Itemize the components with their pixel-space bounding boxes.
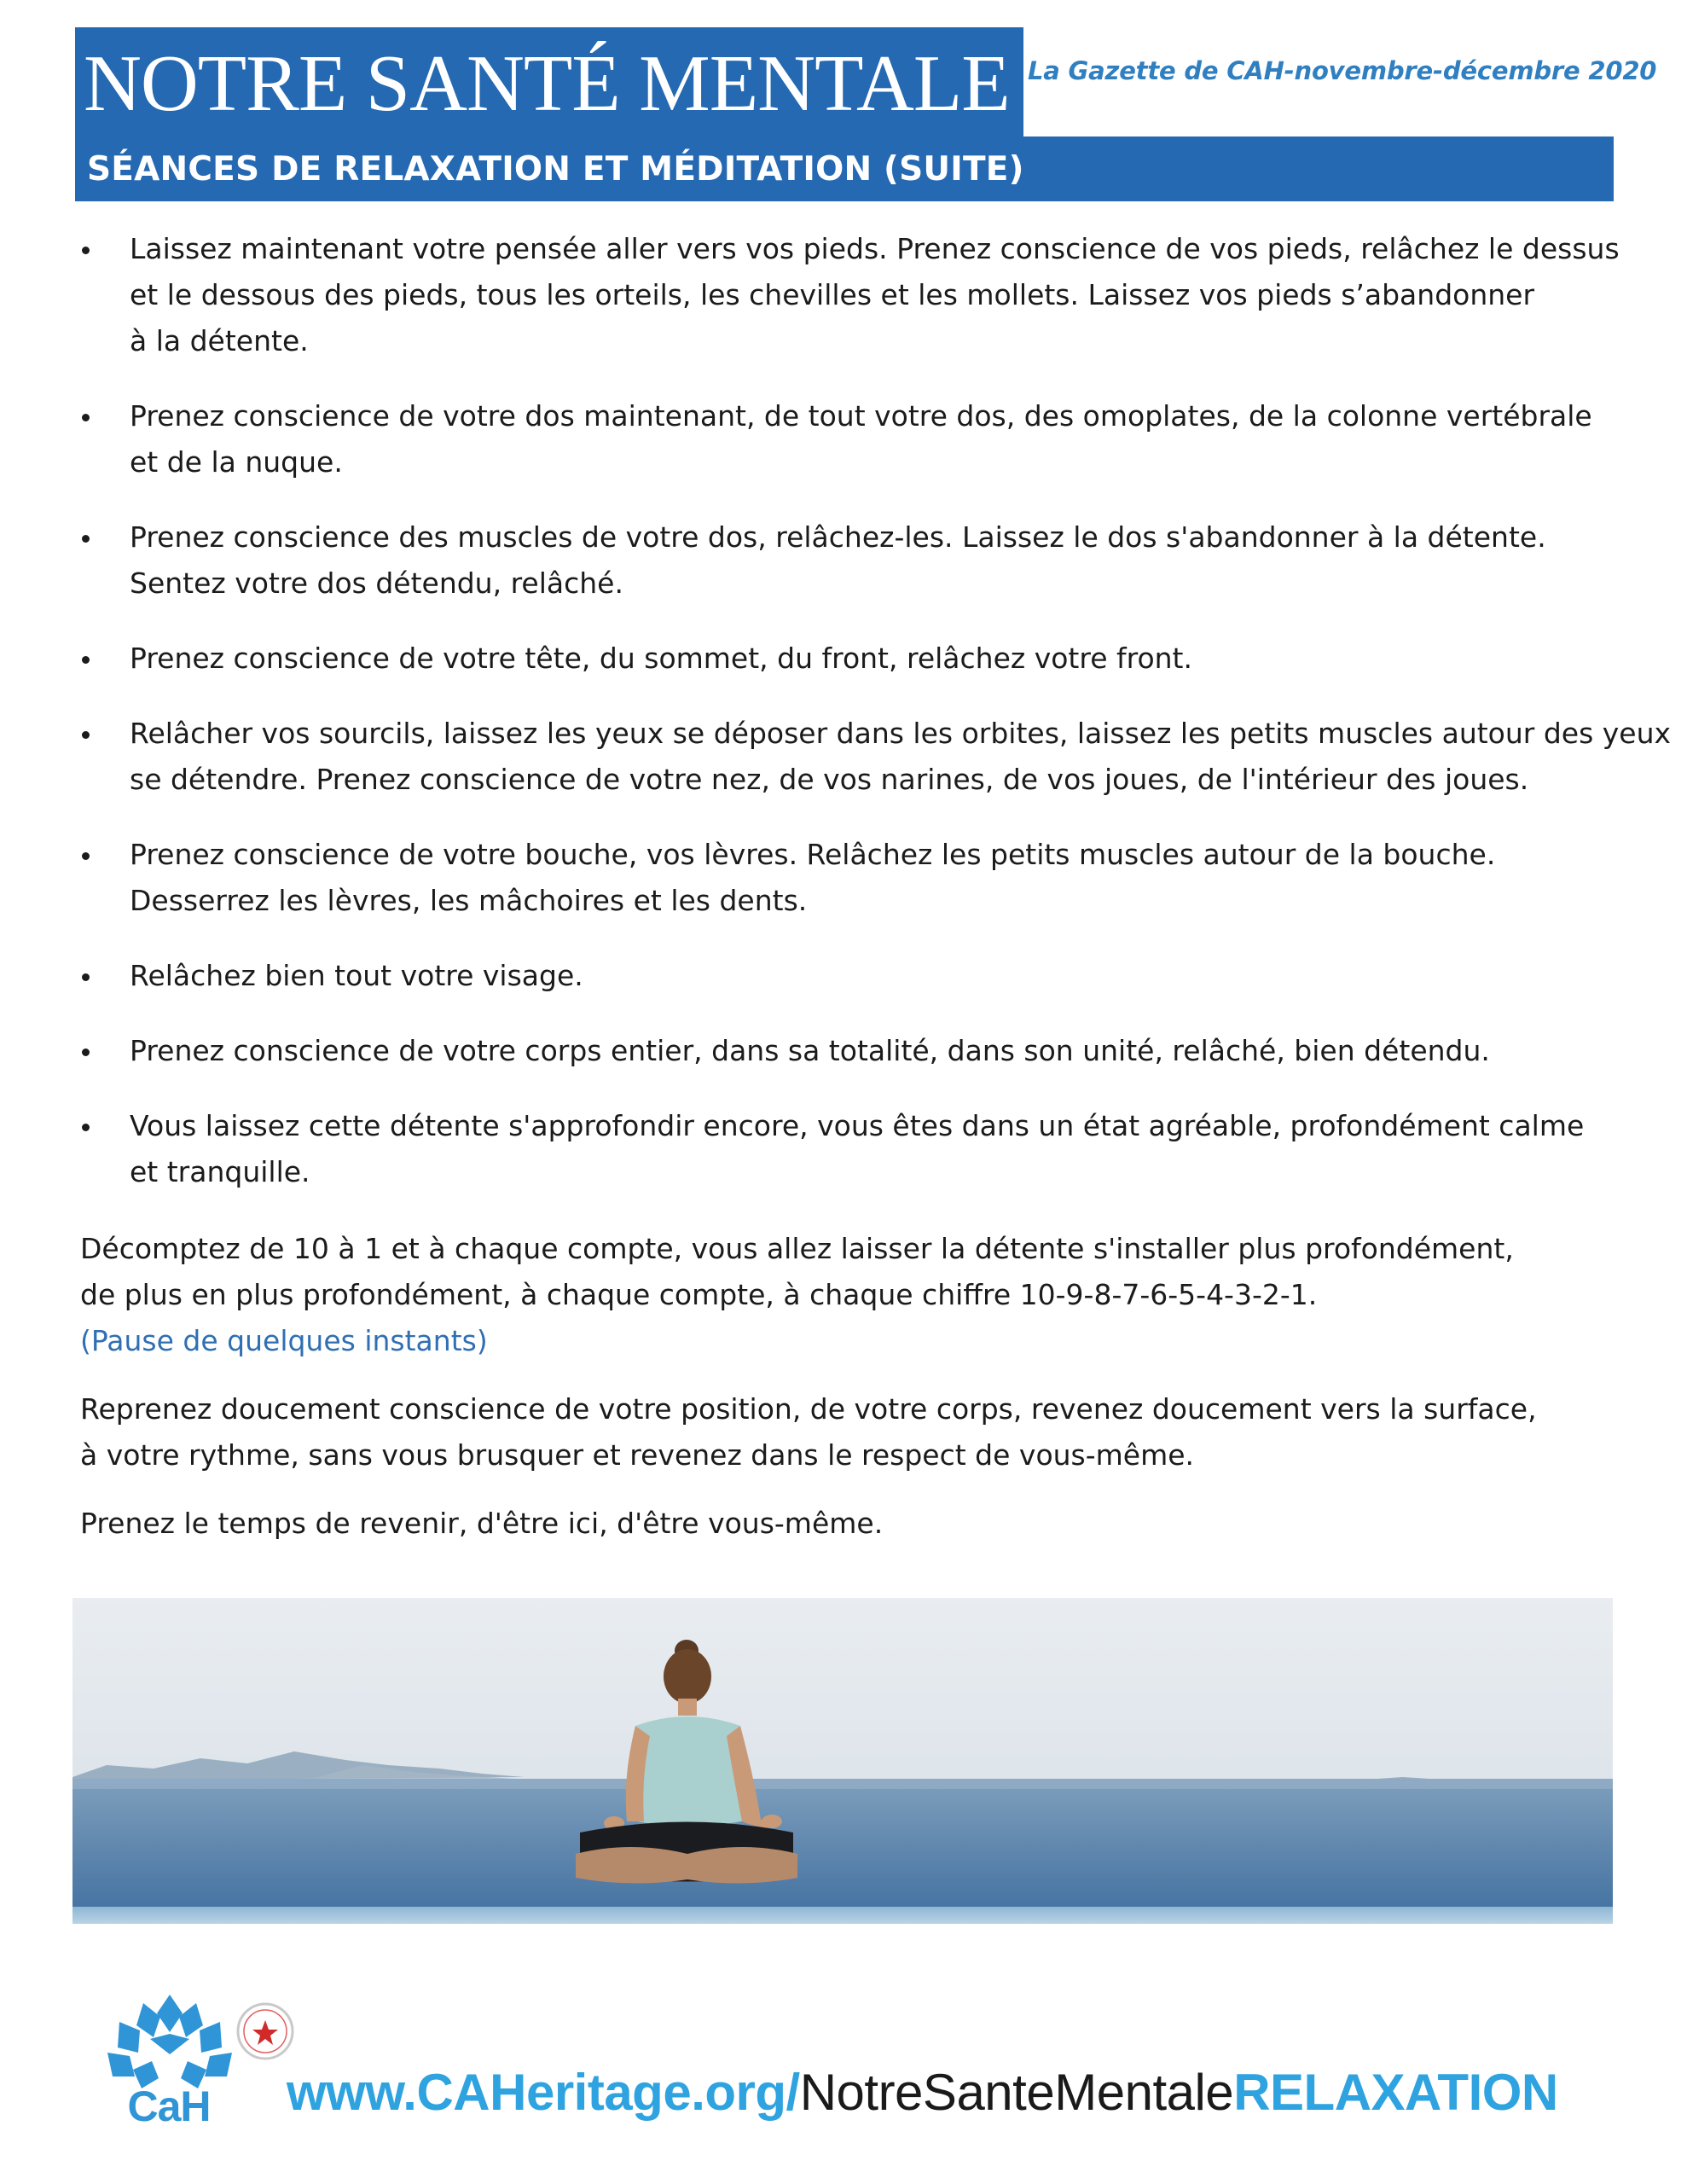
url-section[interactable]: RELAXATION <box>1233 2064 1558 2121</box>
url-path[interactable]: NotreSanteMentale <box>799 2064 1234 2121</box>
list-item-line: Laissez maintenant votre pensée aller vers vos pieds. Prenez conscience de vos pieds, relâchez le dessus <box>130 232 1620 265</box>
return-paragraph <box>80 1386 1615 1478</box>
paragraph-line: Reprenez doucement conscience de votre position, de votre corps, revenez doucement vers la surface, <box>80 1392 1537 1426</box>
pause-note: (Pause de quelques instants) <box>80 1324 488 1357</box>
article-body <box>80 226 1672 1569</box>
gazette-issue: La Gazette de CAH-novembre-décembre 2020 <box>1028 56 1657 85</box>
list-item <box>80 953 1615 999</box>
list-item <box>80 393 1615 485</box>
list-item <box>80 1103 1615 1195</box>
paragraph-line: Décomptez de 10 à 1 et à chaque compte, vous allez laisser la détente s'installer plus profondément, <box>80 1232 1514 1265</box>
section-banner <box>75 136 1614 201</box>
section-title: SÉANCES DE RELAXATION ET MÉDITATION (SUITE) <box>87 149 1024 189</box>
paragraph-line: à votre rythme, sans vous brusquer et revenez dans le respect de vous-même. <box>80 1438 1195 1472</box>
list-item-line: Relâcher vos sourcils, laissez les yeux se déposer dans les orbites, laissez les petits muscles autour des yeux <box>130 717 1672 750</box>
masthead-title: NOTRE SANTÉ MENTALE <box>84 39 1010 128</box>
list-item-line: Vous laissez cette détente s'approfondir encore, vous êtes dans un état agréable, profondément calme <box>130 1109 1585 1142</box>
list-item <box>80 832 1615 924</box>
list-item <box>80 514 1615 607</box>
website-link[interactable] <box>287 2063 1558 2122</box>
list-item-line: Desserrez les lèvres, les mâchoires et les dents. <box>130 884 808 917</box>
list-item-line: se détendre. Prenez conscience de votre nez, de vos narines, de vos joues, de l'intérieur des joues. <box>130 763 1529 796</box>
list-item <box>80 711 1672 803</box>
masthead-banner <box>75 27 1023 136</box>
list-item-line: à la détente. <box>130 324 309 357</box>
seal-icon <box>235 2001 295 2061</box>
list-item-line: Sentez votre dos détendu, relâché. <box>130 566 623 600</box>
list-item-line: et de la nuque. <box>130 445 343 479</box>
list-item-line: et tranquille. <box>130 1155 310 1188</box>
list-item-line: Relâchez bien tout votre visage. <box>130 959 583 992</box>
list-item-line: Prenez conscience de votre tête, du sommet, du front, relâchez votre front. <box>130 642 1192 675</box>
list-item-line: et le dessous des pieds, tous les orteils, les chevilles et les mollets. Laissez vos pieds s’abandonner <box>130 278 1535 311</box>
list-item-line: Prenez conscience de votre corps entier, dans sa totalité, dans son unité, relâché, bien détendu. <box>130 1034 1490 1067</box>
meditation-photo <box>72 1598 1613 1924</box>
list-item <box>80 1028 1615 1074</box>
list-item <box>80 636 1615 682</box>
instruction-list <box>80 226 1672 1195</box>
list-item-line: Prenez conscience de votre dos maintenant, de tout votre dos, des omoplates, de la colonne vertébrale <box>130 399 1592 433</box>
countdown-paragraph <box>80 1226 1615 1364</box>
paragraph-line: Prenez le temps de revenir, d'être ici, d'être vous-même. <box>80 1507 884 1540</box>
paragraph-line: de plus en plus profondément, à chaque compte, à chaque chiffre 10-9-8-7-6-5-4-3-2-1. <box>80 1278 1318 1311</box>
list-item-line: Prenez conscience des muscles de votre dos, relâchez-les. Laissez le dos s'abandonner à la détente. <box>130 520 1546 554</box>
url-domain[interactable]: www.CAHeritage.org/ <box>287 2064 800 2121</box>
closing-paragraph <box>80 1501 1615 1547</box>
list-item <box>80 226 1620 364</box>
list-item-line: Prenez conscience de votre bouche, vos lèvres. Relâchez les petits muscles autour de la bouche. <box>130 838 1496 871</box>
cah-logo-text: CaH <box>127 2082 211 2130</box>
